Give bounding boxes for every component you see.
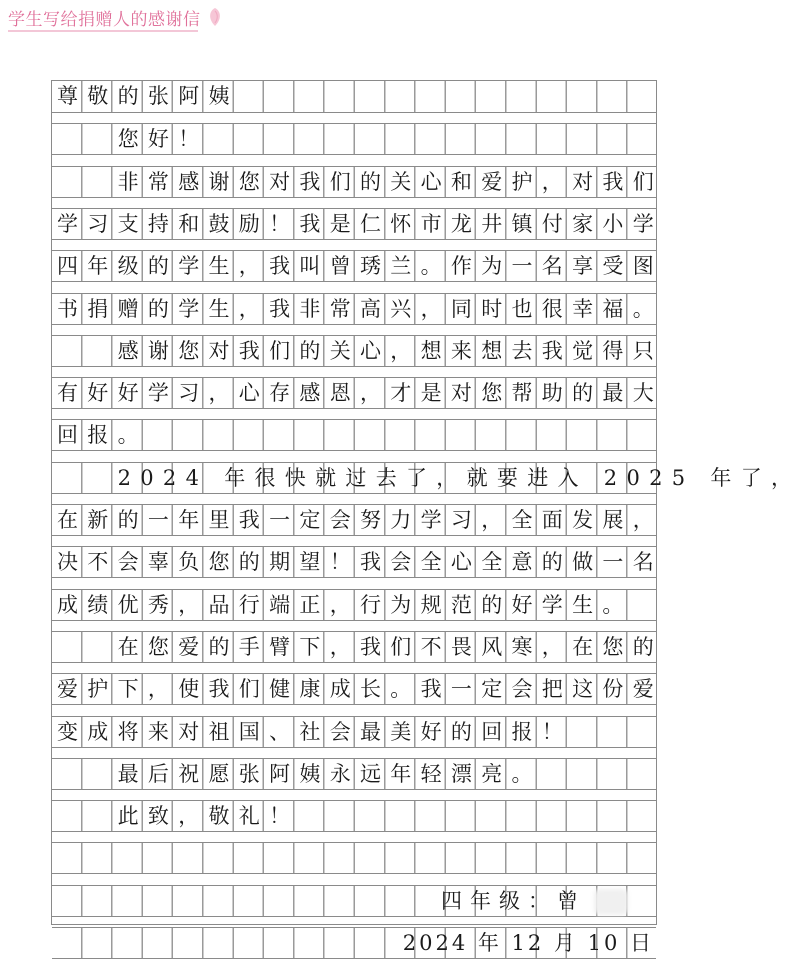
letter-line: 此致，敬礼！ (117, 804, 300, 829)
letter-row (52, 842, 656, 874)
letter-row (52, 81, 656, 113)
page-title: 学生写给捐赠人的感谢信 (8, 9, 201, 30)
letter-line: 有好好学习，心存感恩，才是对您帮助的最大 (57, 381, 663, 406)
letter-row (52, 504, 663, 536)
letter-row (52, 927, 656, 959)
letter-line: 决不会辜负您的期望！我会全心全意的做一名 (57, 550, 663, 575)
letter-line: 感谢您对我们的关心，想来想去我觉得只 (117, 338, 663, 363)
letter-line: 在您爱的手臂下，我们不畏风寒，在您的 (117, 634, 663, 659)
letter-row (52, 462, 801, 494)
letter-row (52, 800, 656, 832)
letter-row (52, 123, 656, 155)
letter-row (52, 377, 663, 409)
date: 2024 年 12 月 10 日 (402, 931, 654, 955)
letter-line: 在新的一年里我一定会努力学习，全面发展， (57, 508, 663, 532)
letter-line: 学习支持和鼓励！我是仁怀市龙井镇付家小学 (57, 211, 663, 236)
letter-line: 尊敬的张阿姨 (57, 84, 239, 108)
letter-line: 回报。 (57, 423, 148, 448)
letter-row (52, 885, 656, 917)
letter-row (52, 250, 663, 282)
letter-line: 变成将来对祖国、社会最美好的回报！ (57, 719, 573, 744)
petal-icon (207, 7, 223, 27)
letter-row (52, 419, 656, 451)
letter-row (52, 546, 663, 578)
letter-row (52, 673, 663, 705)
letter-line: 非常感谢您对我们的关心和爱护，对我们 (117, 169, 663, 194)
letter-row (52, 166, 663, 198)
letter-row (52, 335, 663, 367)
header-underline (8, 30, 198, 32)
letter-line: 四年级的学生，我叫曾琇兰。作为一名享受图 (57, 254, 663, 279)
letter-line: 最后祝愿张阿姨永远年轻漂亮。 (117, 761, 542, 786)
letter-line: 书捐赠的学生，我非常高兴，同时也很幸福。 (57, 296, 663, 321)
letter-row (52, 758, 656, 790)
letter-line: 2024 年很快就过去了，就要进入 2025 年了， (117, 465, 801, 490)
page-header (8, 4, 223, 30)
letter-row (52, 716, 656, 748)
letter-row (52, 208, 663, 240)
signature: 四年级：曾 (441, 888, 586, 913)
letter-line: 爱护下，使我们健康成长。我一定会把这份爱 (57, 677, 663, 702)
letter-row (52, 293, 663, 325)
letter-line: 您好！ (117, 127, 209, 152)
letter-row (52, 589, 656, 621)
redaction-smudge (594, 889, 628, 915)
letter-line: 成绩优秀，品行端正，行为规范的好学生。 (57, 592, 633, 617)
letter-sheet (51, 80, 801, 955)
letter-row (52, 631, 663, 663)
